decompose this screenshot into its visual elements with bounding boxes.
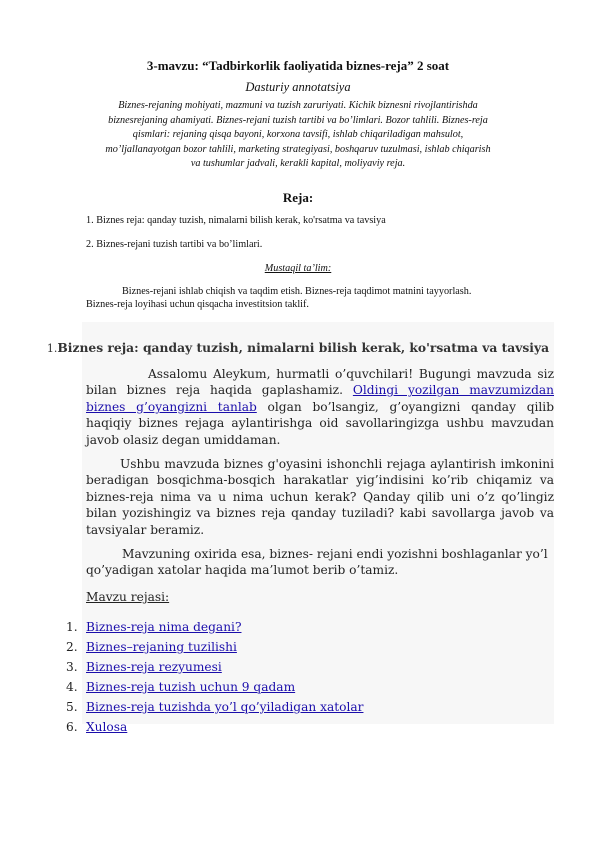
section-title-text: Biznes reja: qanday tuzish, nimalarni bilish kerak, ko'rsatma va tavsiya (57, 340, 550, 355)
list-number: 2. (66, 640, 78, 654)
topic-link[interactable]: Biznes-reja rezyumesi (86, 660, 222, 674)
paragraph-text: olgan bo’lsangiz, g’oyangizni qanday qilib haqiqiy biznes rejaga aylantirishga oid savollaringizga ushbu mavzudan javob olasiz degan umiddaman. (86, 399, 554, 447)
list-number: 4. (66, 680, 78, 694)
independent-study-heading: Mustaqil ta’lim: (264, 263, 332, 274)
topic-link[interactable]: Xulosa (86, 720, 128, 734)
independent-task: Biznes-reja loyihasi uchun qisqacha investitsion taklif. (86, 299, 309, 310)
paragraph-text: Assalomu Aleykum, hurmatli o’quvchilari! Bugungi mavzuda siz bilan biznes reja haqida gaplashamiz. (86, 367, 554, 398)
topic-link[interactable]: Biznes-reja tuzishda yo’l qo’yiladigan xatolar (86, 700, 364, 714)
plan-heading: Reja: (282, 190, 314, 205)
list-number: 1. (66, 620, 78, 634)
topic-link[interactable]: Biznes–rejaning tuzilishi (86, 640, 237, 654)
list-number: 6. (66, 720, 78, 734)
annotation-heading: Dasturiy annotatsiya (245, 80, 351, 94)
paragraph-overview: Ushbu mavzuda biznes g'oyasini ishonchli rejaga aylantirish imkonini beradigan bosqichma-bosqich harakatlar yig’indisini ko’rib chiqamiz va biznes-reja nima va u nima uchun kerak? Qanday qilib uni o’z qo’lingiz bilan yozishingiz va biznes reja qanday tuziladi? kabi savollarga javob va tavsiyalar beramiz. (86, 457, 554, 537)
annotation-line: Biznes-rejaning mohiyati, mazmuni va tuzish zaruriyati. Kichik biznesni rivojlantirishda (118, 100, 478, 111)
annotation-line: biznesrejaning ahamiyati. Biznes-rejani tuzish tartibi va bo’limlari. Bozor tahlili. Biznes-reja (108, 114, 488, 126)
paragraph-closing-line: qo’yadigan xatolar haqida ma’lumot berib o’tamiz. (86, 563, 399, 577)
section-title (0, 340, 596, 355)
plan-item: 2. Biznes-rejani tuzish tartibi va bo’limlari. (86, 239, 263, 250)
paragraph-intro (86, 366, 554, 448)
plan-item: 1. Biznes reja: qanday tuzish, nimalarni bilish kerak, ko'rsatma va tavsiya (86, 215, 386, 226)
annotation-line: mo’ljallanayotgan bozor tahlili, marketing strategiyasi, boshqaruv tuzulmasi, ishlab chiqarish (105, 143, 491, 155)
topics-heading: Mavzu rejasi: (86, 590, 170, 604)
topic-link[interactable]: Biznes-reja nima degani? (86, 620, 242, 634)
previous-topic-link[interactable]: Oldingi yozilgan mavzumizdan biznes g’oyangizni tanlab (86, 383, 555, 414)
annotation-line: qismlari: rejaning qisqa bayoni, korxona tavsifi, ishlab chiqariladigan mahsulot, (132, 129, 464, 141)
document-title: 3-mavzu: “Tadbirkorlik faoliyatida biznes-reja” 2 soat (146, 58, 450, 73)
list-number: 3. (66, 660, 78, 674)
annotation-text (86, 99, 510, 172)
topic-link[interactable]: Biznes-reja tuzish uchun 9 qadam (86, 680, 296, 694)
section-number: 1. (46, 342, 58, 355)
paragraph-closing-line: Mavzuning oxirida esa, biznes- rejani endi yozishni boshlaganlar yo’l (122, 547, 548, 561)
independent-task: Biznes-rejani ishlab chiqish va taqdim etish. Biznes-reja taqdimot matnini tayyorlash. (122, 286, 472, 297)
annotation-line: va tushumlar jadvali, kerakli kapital, moliyaviy reja. (190, 158, 406, 170)
list-number: 5. (66, 700, 78, 714)
